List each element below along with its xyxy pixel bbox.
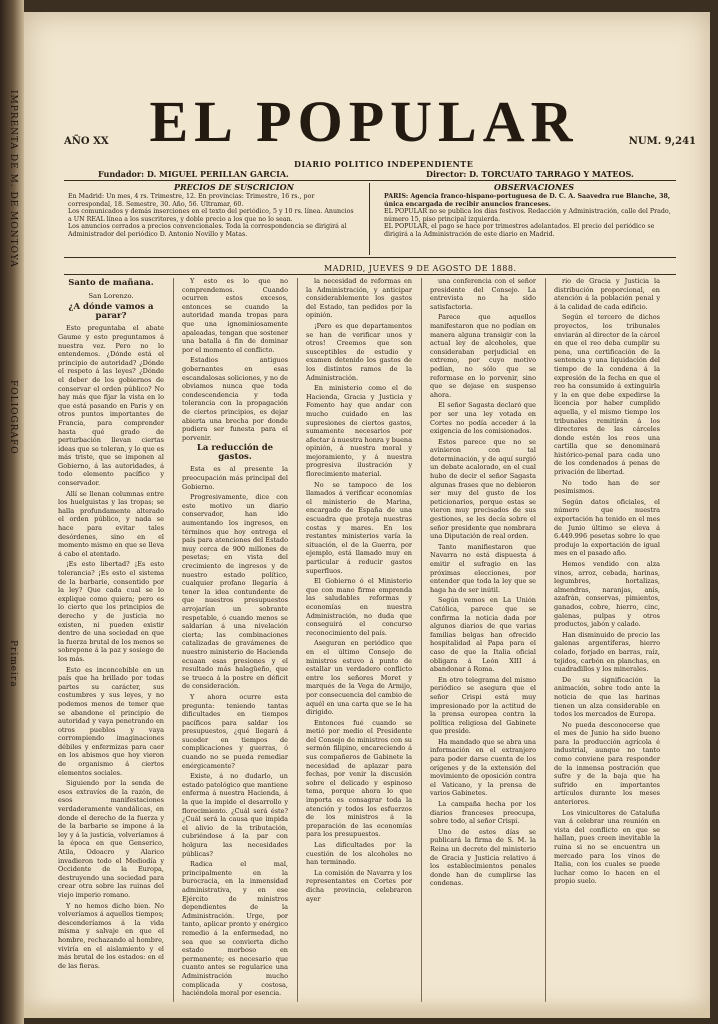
paragraph: En ministerio como el de Hacienda, Gracia y Justicia y Fomento hay que andar con mucho cuidado en las supresiones de ciertos gastos, sumamente necesarios por afectar á nuestra honra y buena opinión, á nuestra moral y mejoramiento, y á nuestra progresiva ilustración y florecimiento material. (306, 384, 412, 479)
observations-heading: OBSERVACIONES (494, 182, 575, 192)
text-column (554, 277, 660, 888)
column-separator (421, 278, 422, 1002)
paragraph: El Gobierno ó el Ministerio que con mano firme emprenda las saludables reformas y economías en nuestra Administración, no duda que conseguirá el concurso reconocimiento del país. (306, 577, 412, 637)
paragraph: Las dificultades por la cuestión de los alcoholes no han terminado. (306, 841, 412, 867)
paragraph: En otro telegrama del mismo periódico se asegura que el señor Crispi está muy impresionado por la actitud de la prensa europea contra la política religiosa del Gabinete que preside. (430, 675, 536, 736)
paragraph: Estadios antiguos gobernantes en esas escandalosas soliciones, y no de obviamos nunca que toda condescendencia y toda tolerancia con la propagación de ciertos principios, es dejar abierta una brecha por donde pudiera ser funesta para el porvenir. (182, 356, 288, 442)
founder-line: Fundador: D. MIGUEL PERILLAN GARCIA. (98, 169, 289, 179)
text-column (306, 277, 412, 905)
column-separator (173, 278, 174, 1002)
paragraph: la necesidad de reformas en la Administración, y anticipar considerablemente los gastos del Estado, tan pedidos por la opinión. (306, 277, 412, 320)
paragraph: Según el tercero de dichos proyectos, los tribunales enviarán al director de la cárcel en que el reo deba cumplir su pena, una certificación de la sentencia y una liquidación del tiempo de la condena á la expresión de la fecha en que el reo ha consumido á extinguirla y la en que debe expedirse la licencia por haber cumplido aquella, y el mismo tiempo los tribunales remitirán á los directores de las cárceles donde estén los reos una cartilla que se denominará histórico-penal para cada uno de los condenados á penas de privación de libertad. (554, 313, 660, 477)
paragraph: una conferencia con el señor presidente del Consejo. La entrevista no ha sido satisfactoria. (430, 277, 536, 311)
column-separator (297, 278, 298, 1002)
newspaper-page (24, 12, 710, 1018)
issue-number: NUM. 9,241 (628, 136, 696, 147)
paragraph: Existe, á no dudarlo, un estado patológico que mantiene enferma á nuestra Hacienda, á la que la impide el desarrollo y florecimiento. ¿Cuál será éste? ¿Cuál será la causa que impida el alivio de la tributación, cubriéndose á la par con holgura las necesidades públicas? (182, 772, 288, 858)
paragraph: Parece que aquellos manifestaron que no podían en manera alguna transigir con la actual ley de alcoholes, que consideraban perjudicial en extremo, por cuyo motivo pedían, no sólo que se reformase en lo porvenir, sino que se dejase en suspenso ahora. (430, 313, 536, 399)
paragraph: Allí se llenan columnas entre los huelguistas y las tropas; se halla profundamente alterado el orden público, y nada se hace para evitar tales desórdenes, sino en el momento mismo en que se lleva á cabo el atentado. (58, 489, 164, 558)
paragraph: De su significación la animación, sobre todo ante la noticia de que las harinas tienen un alza considerable en todos los mercados de Europa. (554, 675, 660, 719)
paragraph: Entonces fué cuando se metió por medio el Presidente del Consejo de ministros con su sermón filipino, encareciendo á sus compañeros de Gabinete la necesidad de aplazar para fechas, por venir la discusión sobre el delicado y espinoso tema, porque ahora lo que importa es consagrar toda la atención y todos los esfuerzos de los ministros á la preparación de las economías para los presupuestos. (306, 718, 412, 839)
saint-name: San Lorenzo. (88, 291, 134, 300)
subscription-line: Los comunicados y demás inserciones en el texto del periódico, 5 y 10 rs. línea. Anuncios a UN REAL línea a los suscritores, y doble precio a los que no lo sean. (68, 208, 354, 223)
subscription-block (68, 193, 356, 239)
observation-line: PARIS: Agencia franco-hispano-portuguesa de D. C. A. Saavedra rue Blanche, 38, única encargada de recibir anuncios franceses. (384, 193, 671, 208)
observations-block (384, 193, 680, 239)
paragraph: Y ahora ocurre esta pregunta: teniendo tantas dificultades en tiempos pacíficos para saldar los presupuestos, ¿qué llegará á suceder en tiempos de complicaciones y guerras, ó cuando no se pueda remediar enérgicamente? (182, 692, 288, 770)
header-divider (369, 183, 370, 255)
header-rule (64, 180, 676, 181)
paragraph: Según vemos en La Unión Católica, parece que se confirma la noticia dada por algunos diarios de que varias familias belgas han ofrecido hospitalidad al Papa para el caso de que la Italia oficial obligara á León XIII á abandonar á Roma. (430, 596, 536, 674)
dateline-rule-top (64, 257, 676, 258)
paragraph: No se tampoco de los llamados á verificar economías el ministerio de Marina, encargado de España de una escuadra que proteja nuestras costas y mares. En los restantes ministerios varía la situación, el de la Guerra, por ejemplo, está llamado muy en particular á reducir gastos superfluos. (306, 480, 412, 575)
paragraph: Siguiendo por la senda de esos extravíos de la razón, de esos manifestaciones verdaderamente vandálicas, en donde el derecho de la fuerza y de la barbarie se impone á la ley y á la justicia, volveríamos á la época en que Genserico, Atila, Odoacro y Alarico invadieron todo el Mediodía y Occidente de la Europa, destruyendo una sociedad para crear otra sobre las ruinas del viejo imperio romano. (58, 779, 164, 899)
paragraph: Esto preguntaba el abate Gaume y esto preguntamos á nuestra vez. Pero no lo entendemos. ¿Dónde está el principio de autoridad? ¿Dónde el respeto á las leyes? ¿Dónde el deber de los gobiernos de conservar el orden público? No hay más que fijar la vista en lo que está pasando en Paris y en otros puntos importantes de Francia, para comprender hasta qué grado de perturbación llevan ciertas ideas que se toleran, y lo que es más triste, que se imponen al Gobierno, á las autoridades, á todo elemento pacífico y conservador. (58, 324, 164, 488)
paragraph: Radica el mal, principalmente en la burocracia, en la inmensidad administrativa, y en ese Ejército de ministros dependientes de la Administración. Urge, por tanto, aplicar pronto y enérgico remedio á la enfermedad, no sea que se convierta dicho estado morboso en permanente; es necesario que cuanto antes se regularice una Administración mucho complicada y costosa, haciéndola moral por esencia. (182, 860, 288, 998)
paragraph: Y no hemos dicho bien. No volveríamos á aquellos tiempos; descenderíamos á la vida misma y salvaje en que el hombre, rechazando al hombre, viviría en el aislamiento y el más brutal de los estados: en el de las fieras. (58, 901, 164, 970)
spine-imprint-text: IMPRENTA DE M. DE MONTOYA (8, 90, 18, 268)
observation-line: EL POPULAR no se publica los días festivos. Redacción y Administración, calle del Prado, número 15, piso principal izquierda. (384, 208, 671, 223)
paragraph: Han disminuido de precio las galenas argentíferas, hierro colado, forjado en barras, raíz, tejidos, carbón en planchas, en cuadradillos y los minerales. (554, 630, 660, 674)
paragraph: Ha mandado que se abra una información en el extranjero para poder darse cuenta de los orígenes y de la extensión del movimiento de oposición contra el Vaticano, y la prensa de varios Gabinetes. (430, 737, 536, 798)
subscription-heading: PRECIOS DE SUSCRICION (174, 182, 294, 192)
text-column (182, 277, 288, 1000)
paragraph: Uno de estos días se publicará la firma de S. M. la Reina un decreto del ministerio de Gracia y Justicia relativo á los establecimientos penales donde han de cumplirse las condenas. (430, 827, 536, 888)
paragraph: ¡Es esto libertad? ¡Es esto tolerancia? ¡Es esto el sistema de la barbarie, consentido por la ley? Que cada cual se lo explique como quiera; pero es lo cierto que los principios de derecho y de justicia no existen, ni pueden existir dentro de una sociedad en que la fuerza brutal de los menos se sobrepone á la paz y sosiego de los más. (58, 560, 164, 663)
paragraph: rio de Gracia y Justicia la distribución proporcional, en atención á la población penal y á la calidad de cada edificio. (554, 277, 660, 311)
dateline-rule-bottom (64, 274, 676, 275)
column-separator (545, 278, 546, 1002)
paragraph: Y esto es lo que no comprendemos. Cuando ocurren estos excesos, entonces se cuando la autoridad manda tropas para que una ignominiosamente apaleadas, tengan que sostener una batalla á fin de dominar por el momento el conflicto. (182, 277, 288, 354)
paragraph: Progresivamente, dice con este motivo un diario conservador, han ido aumentando los ingresos, en términos que hoy entrega el país para atenciones del Estado muy cerca de 900 millones de pesetas; en vista del crecimiento de ingresos y de nuestro estado político, cualquier profano llegaría á tener la idea contundente de que nuestros presupuestos arrojarían un sobrante respetable, ó cuando menos se saldarían á una nivelación cierta; las combinaciones catalizadas de gravámenes de nuestro ministerio de Hacienda ecuaan esas presiones y el resultado más halagüeño, que se trueca á la postre en déficit de consideración. (182, 493, 288, 691)
paragraph: Tanto manifiestaron que Navarra no está dispuesta á emitir el sufragio en las próximas elecciones, por entender que toda la ley que se haga ha de ser inútil. (430, 542, 536, 594)
paragraph: No pueda desconocerse que el mes de Junio ha sido bueno para la producción agrícola é industrial, aunque no tanto como conviene para responder de la inmensa postración que sufre y de la baja que ha sufrido en importantes artículos durante los meses anteriores. (554, 720, 660, 807)
paragraph: El señor Sagasta declaró que por ser una ley votada en Cortes no podía acceder á la exigencia de los comisionados. (430, 401, 536, 436)
article-heading: Santo de mañana. (68, 278, 154, 288)
page-edge (24, 998, 710, 1018)
article-heading: La reducción de gastos. (196, 443, 274, 462)
paragraph: La comisión de Navarra y los representantes en Cortes por dicha provincia, celebraron ayer (306, 868, 412, 903)
paragraph: Hemos vendido con alza vinos, arroz, cebada, harinas, legumbres, hortalizas, almendras, naranjas, anís, azafrán, conservas, pimientos, ganados, cobre, hierro, cinc, galenas, pulpas y otros productos, jabón y calado. (554, 560, 660, 629)
paragraph: Aseguran en periódico que en el último Consejo de ministros estuvo á punto de estallar un verdadero conflicto entre los señores Moret y marqués de la Vega de Armijo, por consecuencia del cambio de aquél en una carta que se le ha dirigido. (306, 639, 412, 717)
spine-foliografo-text: FOLIOGRAFO (8, 380, 18, 455)
dateline: MADRID, JUEVES 9 DE AGOSTO DE 1888. (324, 264, 517, 273)
director-line: Director: D. TORCUATO TARRAGO Y MATEOS. (426, 169, 634, 179)
paragraph: Esto es inconcebible en un país que ha brillado por todas partes su carácter, sus costumbres y sus leyes, y no podemos menos de temer que se abandone el principio de autoridad y vaya penetrando en otros pueblos y vaya corrompiendo imaginaciones débiles y enfermizas para caer en los abismos que hoy vieron de organismo á ciertos elementos sociales. (58, 665, 164, 777)
paragraph: Los vinicultores de Cataluña van á celebrar una reunión en vista del conflicto en que se hallan, pues creen inevitable la ruina si no se encuentra un mercado para los vinos de Italia, con los cuales se puede luchar como lo hacen en el propio suelo. (554, 808, 660, 886)
paragraph: La campaña hecha por los diarios franceses preocupa, sobre todo, al señor Crispi. (430, 800, 536, 826)
subscription-line: Los anuncios cerrados a precios convencionales. Toda la correspondencia se dirigirá al Administrador del periódico D. Antonio Novillo y Matas. (68, 223, 347, 238)
article-heading: ¿A dónde vamos a parar? (68, 302, 154, 321)
observation-line: EL POPULAR, el pago se hace por trimestres adelantados. El precio del periódico se dirigirá a la Administración de este diario en Madrid. (384, 223, 655, 238)
binding-spine (0, 0, 24, 1024)
paragraph: ¡Pero es que departamentos se han de verificar unos y otros! Creemos que son susceptibles de estudio y examen detenido los gastos de los distintos ramos de la Administración. (306, 321, 412, 382)
paragraph: Estos parece que no se avinieron con tal determinación, y de aquí surgió un debate acalorado, en el cual hubo de decir el señor Sagasta algunas frases que no debieron ser muy del gusto de los peticionarios, porque estas se vieron muy precisados de sus gestiones, se les decía sobre el señor presidente que nombrara una Diputación de real orden. (430, 437, 536, 541)
spine-extra-text: Primeira (8, 640, 18, 688)
paragraph: Esta es al presente la preocupación más principal del Gobierno. (182, 465, 288, 491)
paragraph: No todo han de ser pesimismos. (554, 478, 660, 496)
text-column (430, 277, 536, 890)
newspaper-title: EL POPULAR (149, 89, 579, 154)
paragraph: Según datos oficiales, el número que nuestra exportación ha tenido en el mes de Junio último se eleva á 6.449.996 pesetas sobre lo que produjo la exportación de igual mes en el pasado año. (554, 497, 660, 558)
year-label: AÑO XX (64, 136, 109, 147)
tagline: DIARIO POLITICO INDEPENDIENTE (294, 159, 474, 169)
text-column (58, 277, 164, 972)
subscription-line: En Madrid: Un mes, 4 rs. Trimestre, 12. En provincias: Trimestre, 16 rs., por correspondal, 18. Semestre, 30. Año, 56. Ultramar, 60. (68, 193, 315, 208)
